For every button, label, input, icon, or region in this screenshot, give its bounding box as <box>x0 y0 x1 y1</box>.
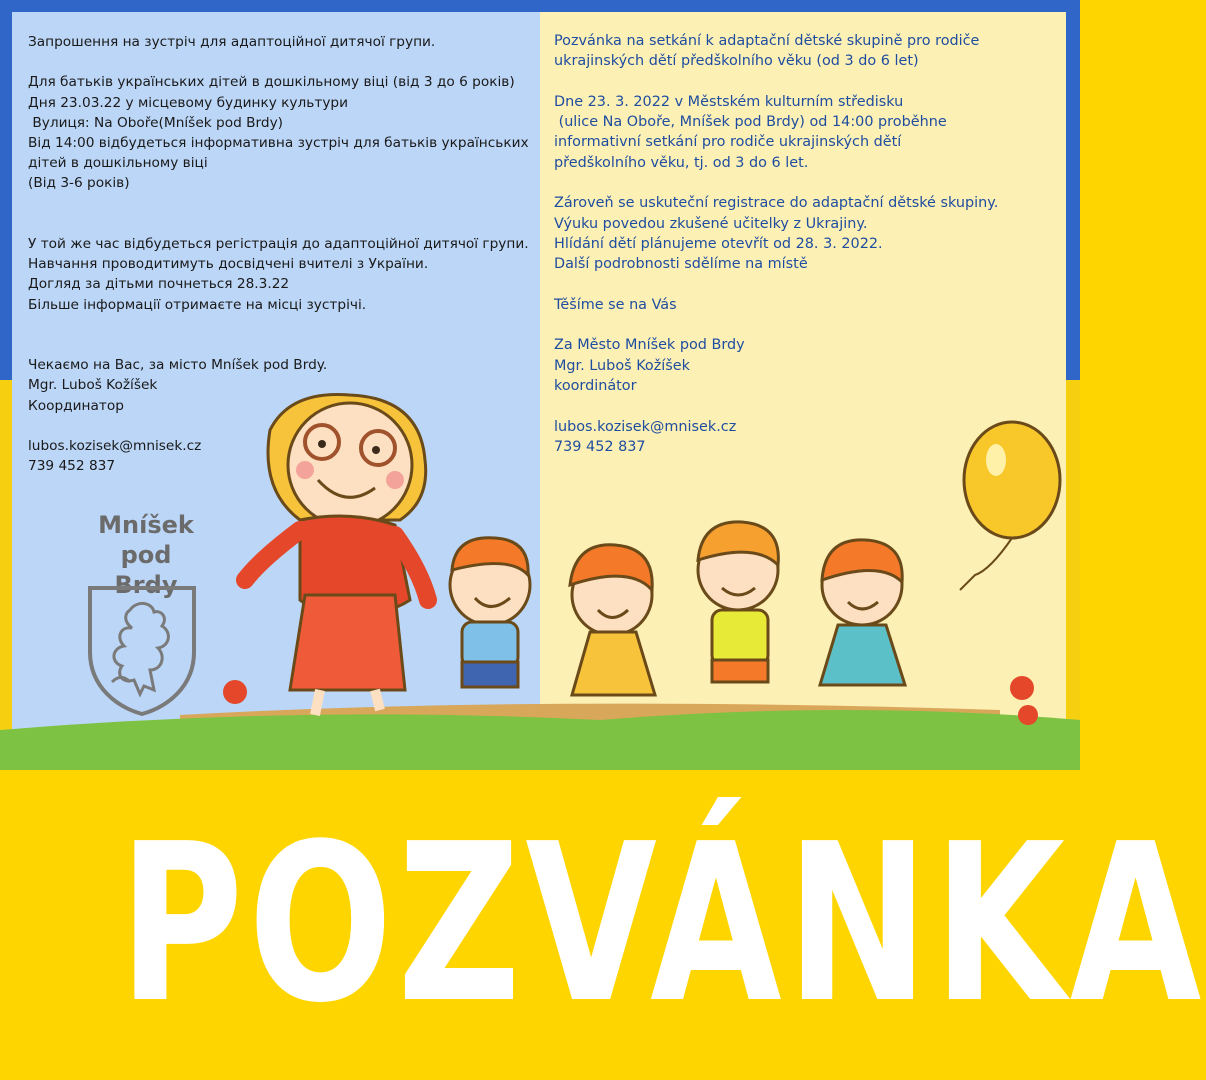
ua-phone: 739 452 837 <box>28 458 116 475</box>
cz-line: koordinátor <box>554 378 637 395</box>
ua-email: lubos.kozisek@mnisek.cz <box>28 437 202 454</box>
cz-line: informativní setkání pro rodiče ukrajinských dětí <box>554 134 902 151</box>
teacher-figure <box>245 394 428 715</box>
banner-title: POZVÁNKA <box>118 798 1206 1051</box>
child-figure-4 <box>820 540 905 685</box>
balloon-icon <box>960 422 1060 590</box>
ua-line: Чекаємо на Вас, за місто Mníšek pod Brdy. <box>28 357 328 374</box>
ua-line: дітей в дошкільному віці <box>28 155 208 172</box>
logo-line-1: Mníšek <box>98 511 194 539</box>
ua-line: Mgr. Luboš Kožíšek <box>28 377 158 394</box>
ua-line: Більше інформації отримаєте на місці зустрічі. <box>28 296 367 313</box>
child-figure-3 <box>698 522 778 682</box>
ua-line: Навчання проводитимуть досвідчені вчителі з України. <box>28 256 429 273</box>
grass <box>0 710 1080 770</box>
cz-line: Další podrobnosti sdělíme na místě <box>554 256 808 273</box>
cz-line: Výuku povedou zkušené učitelky z Ukrajiny. <box>554 215 868 232</box>
ua-line: Догляд за дітьми почнеться 28.3.22 <box>28 276 290 293</box>
cz-line: Pozvánka na setkání k adaptační dětské skupině pro rodiče <box>554 33 980 49</box>
cz-phone: 739 452 837 <box>554 438 646 455</box>
ua-line: Вулиця: Na Oboře(Mníšek pod Brdy) <box>28 114 284 131</box>
child-figure-2 <box>570 545 655 695</box>
cz-line: Mgr. Luboš Kožíšek <box>554 357 690 374</box>
ua-line: Запрошення на зустріч для адаптоційної дитячої групи. <box>28 34 436 50</box>
child-figure-1 <box>450 538 530 687</box>
cz-line: Za Město Mníšek pod Brdy <box>554 337 745 354</box>
cz-line: předškolního věku, tj. od 3 do 6 let. <box>554 154 809 171</box>
logo-line-2: pod Brdy <box>114 541 178 599</box>
ua-line: Дня 23.03.22 у місцевому будинку культури <box>28 94 348 111</box>
cz-line: (ulice Na Oboře, Mníšek pod Brdy) od 14:00 proběhne <box>554 114 947 131</box>
ua-line: У той же час відбудеться регістрація до адаптоційної дитячої групи. <box>28 235 529 252</box>
cz-line: Hlídání dětí plánujeme otevřít od 28. 3. 2022. <box>554 235 883 252</box>
cz-email: lubos.kozisek@mnisek.cz <box>554 418 737 435</box>
cz-line: Těšíme se na Vás <box>554 296 677 313</box>
cz-line: Dne 23. 3. 2022 v Městském kulturním středisku <box>554 93 904 110</box>
children-illustration <box>0 370 1080 770</box>
ua-line: Від 14:00 відбудеться інформативна зустріч для батьків українських <box>28 135 529 151</box>
ua-line: Для батьків українських дітей в дошкільному віці (від 3 до 6 років) <box>28 74 515 91</box>
ua-line: (Від 3-6 років) <box>28 175 130 192</box>
cz-line: ukrajinských dětí předškolního věku (od 3 do 6 let) <box>554 53 919 70</box>
cz-line: Zároveň se uskuteční registrace do adaptační dětské skupiny. <box>554 195 999 212</box>
ua-line: Координатор <box>28 397 124 414</box>
